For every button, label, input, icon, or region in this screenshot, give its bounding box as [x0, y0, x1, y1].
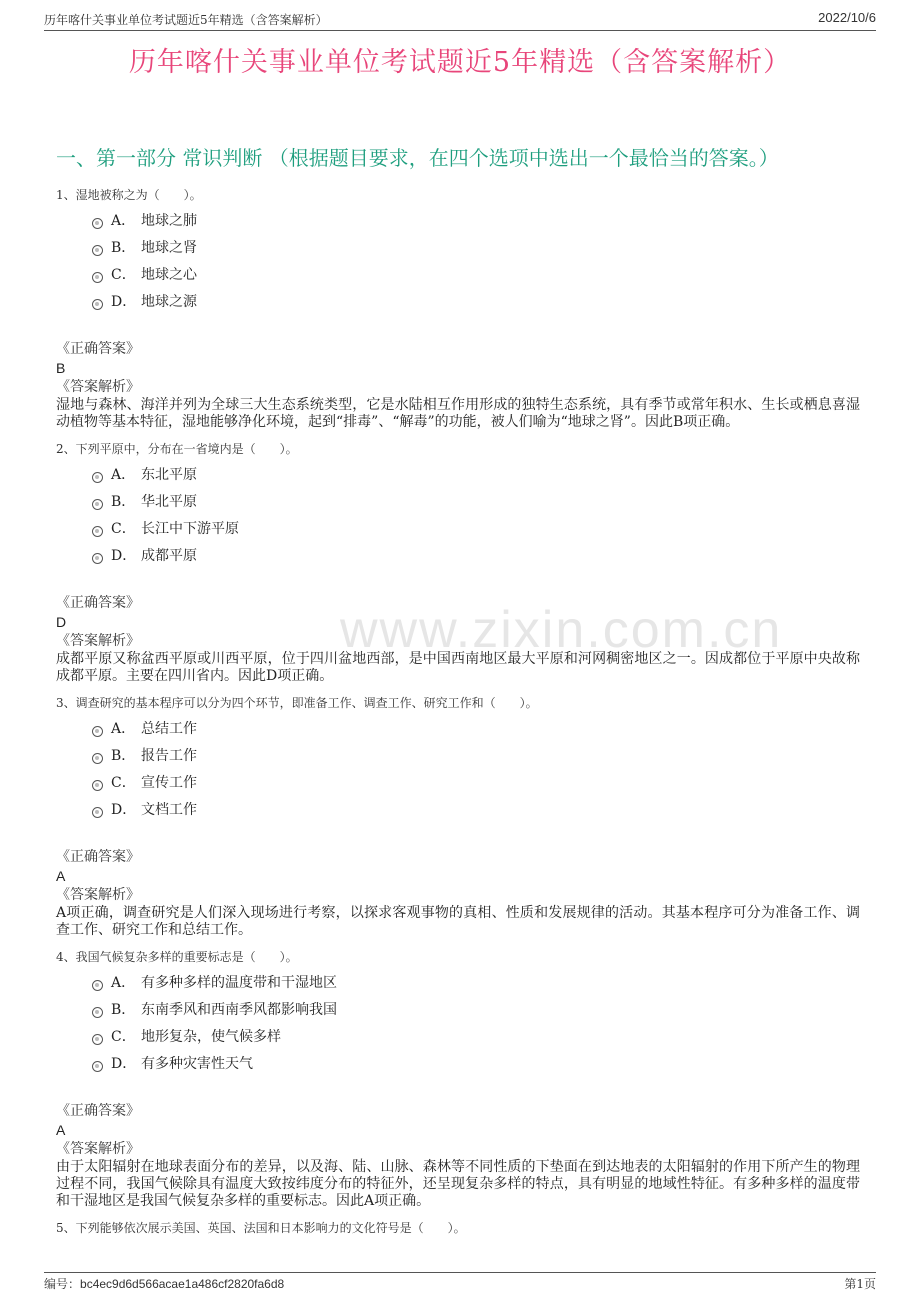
- radio-button-icon[interactable]: [92, 272, 103, 283]
- option-letter: B．: [111, 748, 136, 764]
- option-item[interactable]: [92, 797, 860, 824]
- question-stem: 4、我国气候复杂多样的重要标志是（ ）。: [56, 950, 298, 964]
- question-stem: 5、下列能够依次展示美国、英国、法国和日本影响力的文化符号是（ ）。: [56, 1221, 466, 1235]
- option-letter: C．: [111, 775, 136, 791]
- answer-value: D: [56, 614, 67, 630]
- option-item[interactable]: [92, 516, 860, 543]
- option-text: 有多种灾害性天气: [141, 1056, 253, 1072]
- question-block: [56, 440, 860, 685]
- page-header: [44, 8, 876, 31]
- question-stem: 2、下列平原中，分布在一省境内是（ ）。: [56, 442, 298, 456]
- option-text: 报告工作: [141, 748, 197, 764]
- option-letter: C．: [111, 521, 136, 537]
- option-list: [92, 716, 860, 824]
- option-text: 东北平原: [141, 467, 197, 483]
- option-text: 长江中下游平原: [141, 521, 239, 537]
- answer-value: A: [56, 868, 66, 884]
- correct-answer-label: 《正确答案》: [56, 341, 140, 357]
- answer-value: B: [56, 360, 66, 376]
- footer-code-label: 编号：: [44, 1277, 81, 1291]
- option-item[interactable]: [92, 997, 860, 1024]
- explanation-text: 湿地与森林、海洋并列为全球三大生态系统类型，它是水陆相互作用形成的独特生态系统，具有季节或常年积水、生长或栖息喜湿动植物等基本特征，湿地能够净化环境，起到“排毒”、“解毒”的功能，被人们喻为“地球之肾”。因此B项正确。: [56, 397, 860, 430]
- option-letter: C．: [111, 267, 136, 283]
- option-letter: D．: [111, 548, 137, 564]
- option-letter: B．: [111, 494, 136, 510]
- option-text: 有多种多样的温度带和干湿地区: [141, 975, 337, 991]
- correct-answer-label: 《正确答案》: [56, 595, 140, 611]
- option-letter: A．: [111, 467, 136, 483]
- document-title: 历年喀什关事业单位考试题近5年精选（含答案解析）: [128, 47, 792, 78]
- option-letter: B．: [111, 1002, 136, 1018]
- option-text: 地球之源: [141, 294, 197, 310]
- option-text: 东南季风和西南季风都影响我国: [141, 1002, 337, 1018]
- option-item[interactable]: [92, 235, 860, 262]
- option-text: 地形复杂，使气候多样: [141, 1029, 281, 1045]
- footer-page-number: 第1页: [844, 1277, 876, 1291]
- option-item[interactable]: [92, 1024, 860, 1051]
- option-letter: A．: [111, 975, 136, 991]
- watermark: www.zixin.com.cn: [340, 601, 783, 659]
- option-list: [92, 208, 860, 316]
- header-date: 2022/10/6: [818, 10, 876, 25]
- option-item[interactable]: [92, 543, 860, 570]
- option-list: [92, 970, 860, 1078]
- option-letter: A．: [111, 721, 136, 737]
- option-text: 总结工作: [141, 721, 197, 737]
- question-stem: 3、调查研究的基本程序可以分为四个环节，即准备工作、调查工作、研究工作和（ ）。: [56, 696, 538, 710]
- option-item[interactable]: [92, 970, 860, 997]
- option-text: 宣传工作: [141, 775, 197, 791]
- option-item[interactable]: [92, 262, 860, 289]
- option-list: [92, 462, 860, 570]
- radio-button-icon[interactable]: [92, 1034, 103, 1045]
- radio-button-icon[interactable]: [92, 1007, 103, 1018]
- option-item[interactable]: [92, 743, 860, 770]
- option-text: 地球之肺: [141, 213, 197, 229]
- question-stem: 1、湿地被称之为（ ）。: [56, 188, 202, 202]
- option-letter: A．: [111, 213, 136, 229]
- question-list: [56, 186, 860, 1241]
- explanation-text: A项正确，调查研究是人们深入现场进行考察，以探求客观事物的真相、性质和发展规律的活动。其基本程序可分为准备工作、调查工作、研究工作和总结工作。: [56, 905, 860, 938]
- question-block: [56, 694, 860, 939]
- option-text: 地球之肾: [141, 240, 197, 256]
- section-title: 一、第一部分 常识判断 （根据题目要求，在四个选项中选出一个最恰当的答案。）: [56, 146, 779, 170]
- option-item[interactable]: [92, 716, 860, 743]
- radio-button-icon[interactable]: [92, 526, 103, 537]
- radio-button-icon[interactable]: [92, 245, 103, 256]
- option-letter: C．: [111, 1029, 136, 1045]
- option-letter: D．: [111, 802, 137, 818]
- header-document-name: 历年喀什关事业单位考试题近5年精选（含答案解析）: [44, 13, 328, 27]
- radio-button-icon[interactable]: [92, 807, 103, 818]
- radio-button-icon[interactable]: [92, 726, 103, 737]
- radio-button-icon[interactable]: [92, 753, 103, 764]
- option-item[interactable]: [92, 208, 860, 235]
- option-letter: D．: [111, 294, 137, 310]
- radio-button-icon[interactable]: [92, 218, 103, 229]
- option-item[interactable]: [92, 1051, 860, 1078]
- option-letter: D．: [111, 1056, 137, 1072]
- explanation-text: 成都平原又称盆西平原或川西平原，位于四川盆地西部，是中国西南地区最大平原和河网稠密地区之一。因成都位于平原中央故称成都平原。主要在四川省内。因此D项正确。: [56, 651, 860, 684]
- radio-button-icon[interactable]: [92, 780, 103, 791]
- footer-code: [44, 1275, 284, 1292]
- explanation-label: 《答案解析》: [56, 887, 140, 903]
- radio-button-icon[interactable]: [92, 499, 103, 510]
- explanation-text: 由于太阳辐射在地球表面分布的差异，以及海、陆、山脉、森林等不同性质的下垫面在到达地表的太阳辐射的作用下所产生的物理过程不同，我国气候除具有温度大致按纬度分布的特征外，还呈现复杂多样的特点，具有明显的地域性特征。有多种多样的温度带和干湿地区是我国气候复杂多样的重要标志。因此A项正确。: [56, 1159, 860, 1209]
- answer-value: A: [56, 1122, 66, 1138]
- option-item[interactable]: [92, 770, 860, 797]
- option-text: 文档工作: [141, 802, 197, 818]
- option-text: 地球之心: [141, 267, 197, 283]
- explanation-label: 《答案解析》: [56, 633, 140, 649]
- question-block: [56, 948, 860, 1210]
- radio-button-icon[interactable]: [92, 1061, 103, 1072]
- question-block: [56, 186, 860, 431]
- correct-answer-label: 《正确答案》: [56, 849, 140, 865]
- correct-answer-label: 《正确答案》: [56, 1103, 140, 1119]
- option-item[interactable]: [92, 462, 860, 489]
- option-item[interactable]: [92, 489, 860, 516]
- page-footer: [44, 1272, 876, 1295]
- option-text: 华北平原: [141, 494, 197, 510]
- option-letter: B．: [111, 240, 136, 256]
- radio-button-icon[interactable]: [92, 553, 103, 564]
- option-item[interactable]: [92, 289, 860, 316]
- radio-button-icon[interactable]: [92, 472, 103, 483]
- option-text: 成都平原: [141, 548, 197, 564]
- radio-button-icon[interactable]: [92, 980, 103, 991]
- explanation-label: 《答案解析》: [56, 1141, 140, 1157]
- radio-button-icon[interactable]: [92, 299, 103, 310]
- footer-code-value: bc4ec9d6d566acae1a486cf2820fa6d8: [80, 1277, 285, 1291]
- explanation-label: 《答案解析》: [56, 379, 140, 395]
